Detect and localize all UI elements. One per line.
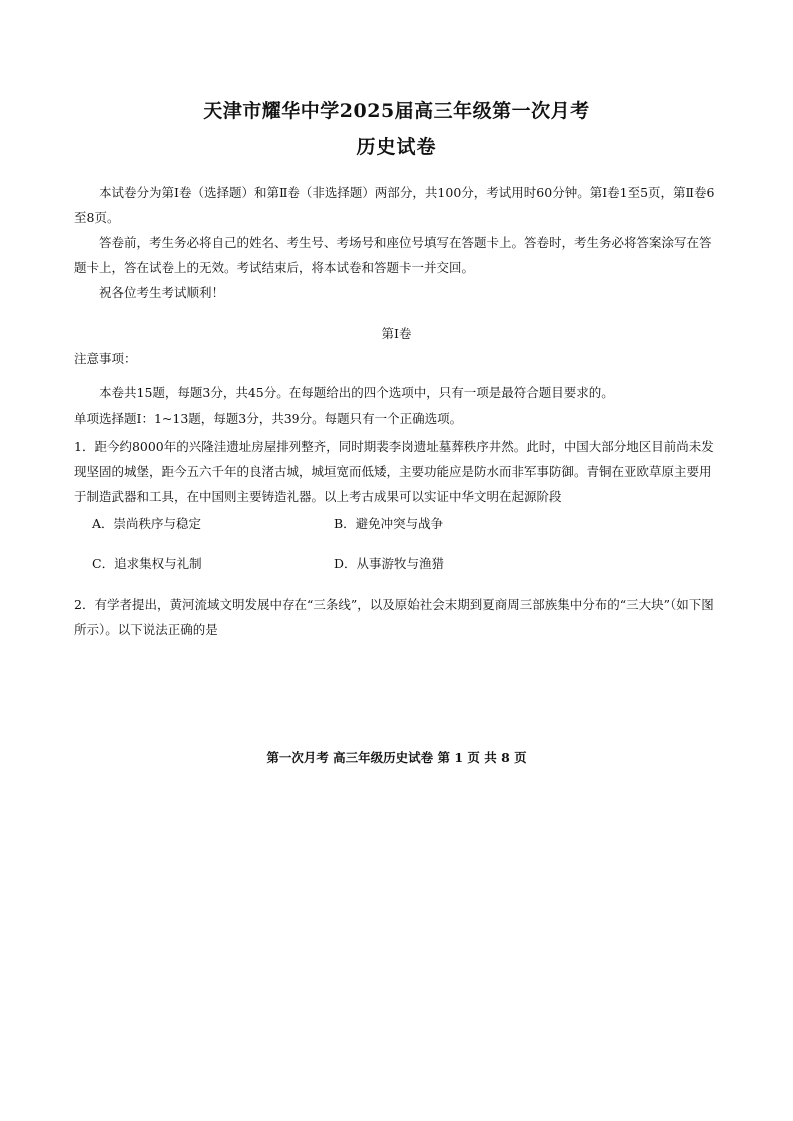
section-heading: 第Ⅰ卷 — [381, 326, 412, 341]
exam-title: 天津市耀华中学2025届高三年级第一次月考 — [203, 100, 590, 122]
question-2-stem: 2．有学者提出，黄河流域文明发展中存在“三条线”，以及原始社会末期到夏商周三部族集中分布的“三大块”（如下图所示）。以下说法正确的是 — [74, 597, 714, 637]
options-row-1 — [92, 514, 652, 534]
option-a: A．崇尚秩序与稳定 — [92, 516, 202, 531]
question-1-options — [92, 514, 652, 574]
exam-subtitle: 历史试卷 — [356, 136, 437, 158]
notice-text: 本卷共15题，每题3分，共45分。在每题给出的四个选项中，只有一项是最符合题目要求的。 — [99, 385, 614, 400]
question-1-stem: 1．距今约8000年的兴隆洼遗址房屋排列整齐，同时期裴李岗遗址墓葬秩序井然。此时，中国大部分地区目前尚未发现坚固的城堡，距今五六千年的良渚古城，城垣宽而低矮，主要功能应是防水而非军事防御。青铜在亚欧草原主要用于制造武器和工具，在中国则主要铸造礼器。以上考古成果可以实证中华文明在起源阶段 — [74, 439, 714, 504]
intro-paragraph-wish: 祝各位考生考试顺利！ — [99, 285, 225, 300]
intro-paragraph-instructions: 答卷前，考生务必将自己的姓名、考生号、考场号和座位号填写在答题卡上。答卷时，考生务必将答案涂写在答题卡上，答在试卷上的无效。考试结束后，将本试卷和答题卡一并交回。 — [74, 235, 712, 275]
options-row-2 — [92, 554, 652, 574]
intro-paragraph-structure: 本试卷分为第Ⅰ卷（选择题）和第Ⅱ卷（非选择题）两部分，共100分，考试用时60分钟。第Ⅰ卷1至5页，第Ⅱ卷6至8页。 — [74, 185, 715, 225]
option-d: D．从事游牧与渔猎 — [334, 556, 445, 571]
page-footer: 第一次月考 高三年级历史试卷 第 1 页 共 8 页 — [266, 750, 527, 765]
option-b: B．避免冲突与战争 — [334, 516, 444, 531]
notice-label: 注意事项： — [74, 351, 137, 366]
option-c: C．追求集权与礼制 — [92, 556, 202, 571]
subsection-heading: 单项选择题Ⅰ：1~13题，每题3分，共39分。每题只有一个正确选项。 — [74, 411, 463, 426]
